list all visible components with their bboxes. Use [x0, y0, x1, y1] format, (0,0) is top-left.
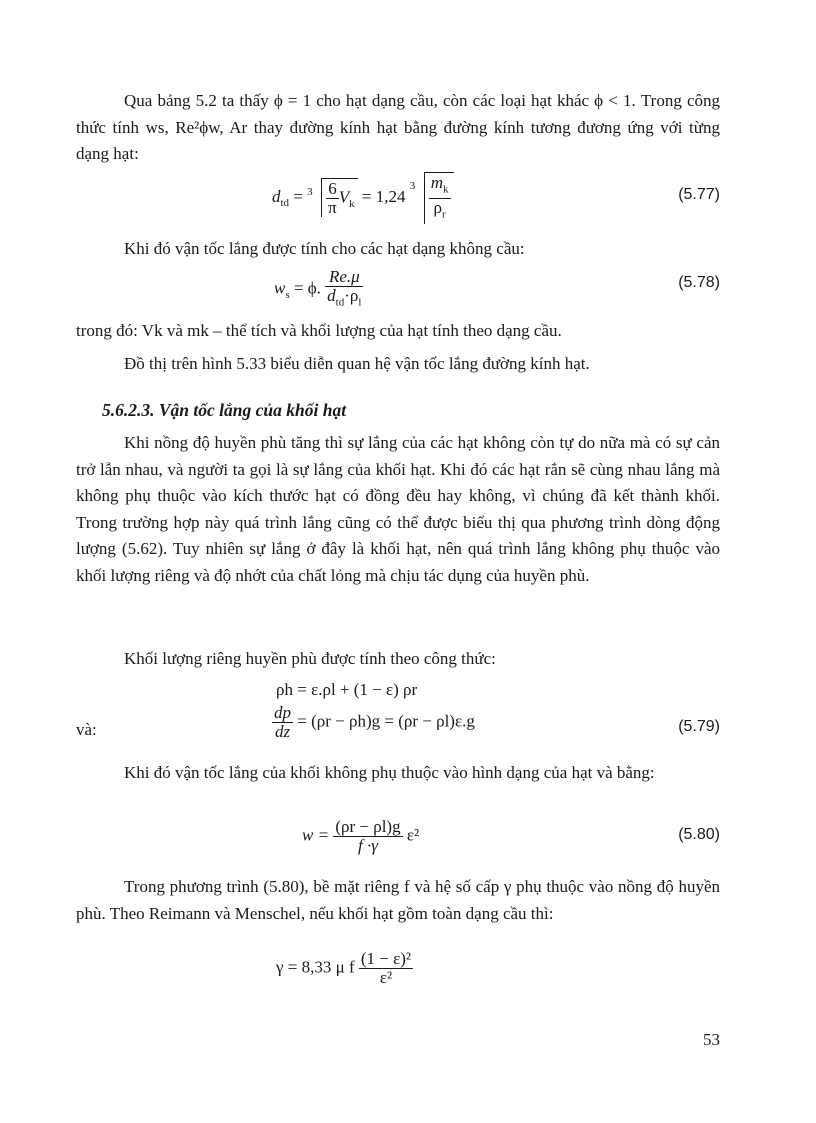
cube-root-1: [307, 178, 357, 217]
cube-root-2: [410, 172, 454, 224]
eq79-fraction: [272, 704, 293, 741]
root-index-2: 3: [409, 180, 416, 192]
equation-density: ρh = ε.ρl + (1 − ε) ρr: [276, 680, 418, 699]
eq80-tail: ε²: [406, 825, 420, 845]
eq78-rhs: = ϕ.: [293, 278, 321, 298]
paragraph-settling-velocity: Khi đó vận tốc lắng của khối không phụ thuộc vào hình dạng của hạt và bằng:: [124, 763, 655, 782]
eq77-fraction-2: [429, 174, 451, 224]
eq79-numerator: dp: [274, 703, 291, 722]
eq77-var: V: [338, 187, 350, 207]
equation-number-5-77: (5.77): [678, 186, 720, 203]
eq79-denominator: dz: [274, 722, 291, 741]
label-and: và:: [76, 720, 97, 739]
equation-gamma: [276, 950, 413, 987]
section-heading: 5.6.2.3. Vận tốc lắng của khối hạt: [102, 400, 347, 420]
eq77-rho: ρ: [433, 198, 443, 218]
eq80-numerator: (ρr − ρl)g: [335, 817, 401, 836]
page-number: 53: [703, 1030, 720, 1049]
eq78-lhs-sub: s: [285, 289, 290, 301]
eq77-var-sub: k: [349, 198, 355, 211]
eq77-equals: =: [293, 186, 303, 206]
eq77-frac-den: π: [328, 198, 337, 218]
eq78-fraction: [325, 268, 363, 311]
eq78-lhs: w: [274, 278, 286, 298]
eq78-den: d: [327, 286, 336, 305]
eq78-den-rest-sub: l: [358, 296, 362, 309]
gamma-fraction: [359, 950, 413, 987]
eq77-lhs: d: [272, 186, 281, 206]
gamma-lhs: γ = 8,33 μ f: [276, 957, 355, 977]
eq77-m: m: [430, 173, 444, 192]
paragraph-density: Khối lượng riêng huyền phù được tính theo công thức:: [124, 649, 496, 668]
paragraph-definitions: trong đó: Vk và mk – thể tích và khối lượng của hạt tính theo dạng cầu.: [76, 321, 562, 340]
root-index-1: 3: [307, 186, 313, 199]
paragraph-graph-note: Đồ thị trên hình 5.33 biểu diễn quan hệ vận tốc lắng đường kính hạt.: [124, 354, 590, 373]
eq78-numerator: Re.μ: [325, 268, 363, 287]
paragraph-hindered-settling: Khi nồng độ huyền phù tăng thì sự lắng của các hạt không còn tự do nữa mà có sự cản trở lẫn nhau, và người ta gọi là sự lắng của khối hạt. Khi đó các hạt rắn sẽ cùng nhau lắng mà không phụ thuộc vào kích thước hạt có đồng đều hay không, vì chúng đã kết thành khối. Trong trường hợp này quá trình lắng cũng có thể được biểu thị qua phương trình dòng động lượng (5.62). Tuy nhiên sự lắng ở đây là khối hạt, nên quá trình lắng không phụ thuộc vào khối lượng riêng và độ nhớt của chất lỏng mà chịu tác dụng của huyền phù.: [76, 433, 720, 585]
equation-number-5-78: (5.78): [678, 274, 720, 291]
gamma-denominator: ε²: [379, 968, 393, 987]
paragraph-intro: Qua bảng 5.2 ta thấy ϕ = 1 cho hạt dạng cầu, còn các loại hạt khác ϕ < 1. Trong công thức tính ws, Re²ϕw, Ar thay đường kính hạt bằng đường kính tương đương ứng với từng dạng hạt:: [76, 91, 720, 163]
paragraph-non-spherical: Khi đó vận tốc lắng được tính cho các hạt dạng không cầu:: [124, 239, 525, 258]
eq80-denominator: f ·γ: [357, 836, 378, 855]
eq80-fraction: [333, 818, 402, 855]
equation-number-5-80: (5.80): [678, 826, 720, 843]
equation-5-77: [272, 172, 454, 224]
equation-number-5-79: (5.79): [678, 718, 720, 735]
eq77-m-sub: k: [443, 183, 449, 196]
eq77-fraction: [326, 180, 339, 217]
eq77-coefficient: = 1,24: [361, 186, 406, 206]
paragraph-reimann: Trong phương trình (5.80), bề mặt riêng f và hệ số cấp γ phụ thuộc vào nồng độ huyền phù. Theo Reimann và Menschel, nếu khối hạt gồm toàn dạng cầu thì:: [76, 877, 720, 923]
eq78-den-rest: ·ρ: [344, 286, 359, 305]
equation-5-79: [272, 704, 475, 741]
equation-5-78: [274, 268, 363, 311]
eq77-lhs-sub: td: [280, 197, 290, 210]
equation-5-80: [302, 818, 419, 855]
eq77-frac-num: 6: [326, 180, 339, 199]
eq77-rho-sub: r: [442, 208, 446, 221]
eq79-rhs: = (ρr − ρh)g = (ρr − ρl)ε.g: [297, 711, 475, 731]
gamma-numerator: (1 − ε)²: [360, 949, 412, 968]
eq80-lhs: w =: [302, 825, 330, 845]
eq78-den-sub: td: [335, 296, 345, 309]
